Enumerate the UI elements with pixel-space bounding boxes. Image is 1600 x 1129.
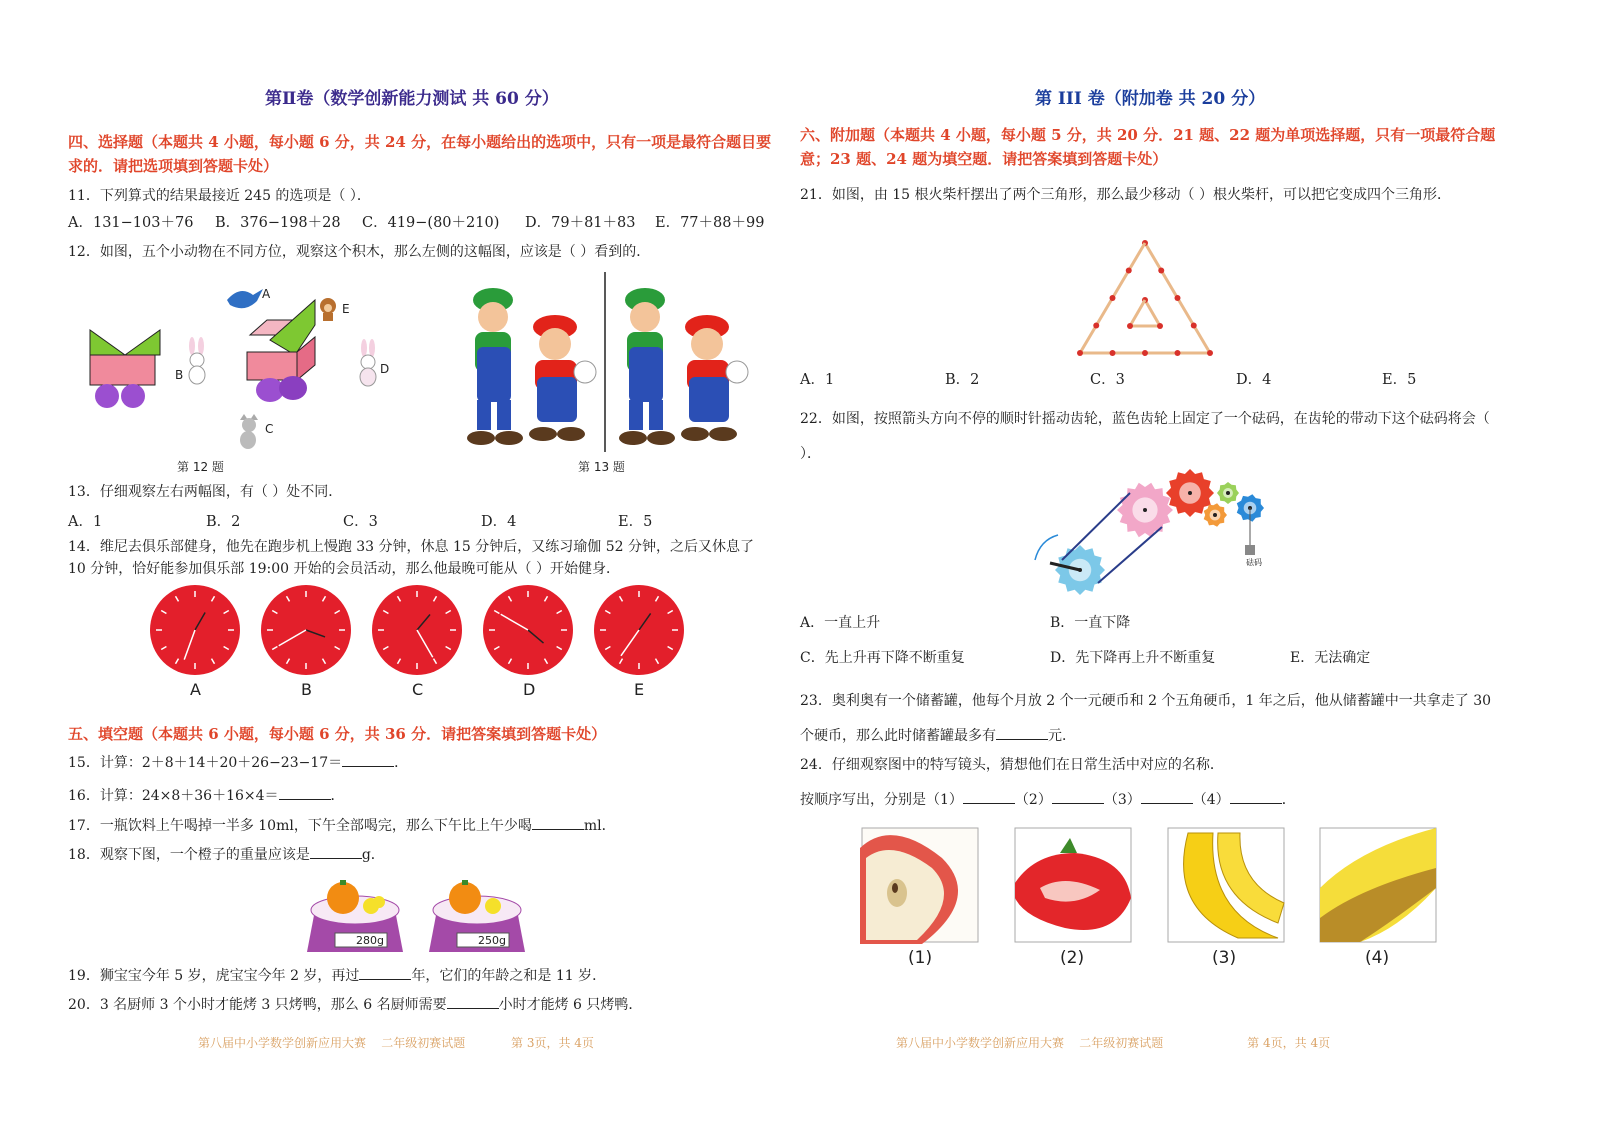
rabbit-icon [355, 340, 381, 386]
clock-face [594, 585, 684, 675]
page-4 [800, 0, 1600, 1129]
q22-gears-figure [1030, 465, 1270, 605]
matchstick [1096, 298, 1112, 326]
question-19: 19．狮宝宝今年 5 岁，虎宝宝今年 2 岁，再过 年，它们的年龄之和是 11 岁． [68, 965, 606, 987]
q21-option-e: E．5 [1382, 372, 1417, 388]
matchstick [1145, 243, 1161, 271]
paper-title: 第Ⅱ卷（数学创新能力测试 共 60 分） [265, 89, 559, 109]
rabbit-icon [183, 338, 211, 384]
question-14: 14．维尼去俱乐部健身，他先在跑步机上慢跑 33 分钟，休息 15 分钟后，又练习瑜伽 52 分钟，之后又休息了 10 分钟，恰好能参加俱乐部 19:00 开始的会员活动，那么他最晚可能从（ ）开始健身． [68, 539, 754, 577]
q22-option-e: E．无法确定 [1290, 650, 1371, 666]
q21-option-d: D．4 [1236, 372, 1272, 388]
q11-option-e: E．77＋88＋99 [655, 215, 765, 231]
page-footer: 第八届中小学数学创新应用大赛 二年级初赛试题 第 4页，共 4页 [896, 1036, 1331, 1050]
clock-face [261, 585, 351, 675]
question-23: 23．奥利奥有一个储蓄罐，他每个月放 2 个一元硬币和 2 个五角硬币，1 年之后，他从储蓄罐中一共拿走了 30 个硬币，那么此时储蓄罐最多有 元． [800, 693, 1492, 744]
scale-reading-2: 250g [478, 934, 506, 947]
question-15: 15．计算：2＋8＋14＋20＋26−23−17＝ ． [68, 752, 408, 774]
q13-option-c: C．3 [343, 514, 378, 530]
q22-option-a: A．一直上升 [800, 615, 881, 631]
weight-icon [1245, 545, 1255, 555]
q11-option-b: B．376−198＋28 [215, 215, 341, 231]
question-21: 21．如图，由 15 根火柴杆摆出了两个三角形，那么最少移动（ ）根火柴杆，可以把它变成四个三角形． [800, 187, 1451, 203]
q13-option-e: E．5 [618, 514, 653, 530]
question-17: 17．一瓶饮料上午喝掉一半多 10ml，下午全部喝完，那么下午比上午少喝 ml． [68, 815, 616, 837]
paper-title: 第 III 卷（附加卷 共 20 分） [1035, 89, 1266, 109]
rotation-arrow-icon [1035, 535, 1058, 560]
strawberry-image [1015, 828, 1133, 944]
section-4-heading: 四、选择题（本题共 4 小题，每小题 6 分，共 24 分，在每小题给出的选项中，只有一项是最符合题目要求的．请把选项填到答题卡处） [68, 133, 772, 175]
q22-option-c: C．先上升再下降不断重复 [800, 650, 965, 666]
bird-icon [225, 285, 265, 315]
fruit-label-2: (2) [1060, 948, 1085, 968]
animal-label-c: C [265, 422, 274, 436]
matchstick [1161, 271, 1177, 299]
clock-face [372, 585, 462, 675]
q13-option-b: B．2 [206, 514, 241, 530]
fruit-label-3: (3) [1212, 948, 1237, 968]
q21-option-a: A．1 [800, 372, 835, 388]
question-20: 20．3 名厨师 3 个小时才能烤 3 只烤鸭，那么 6 名厨师需要 小时才能烤 6 只烤鸭． [68, 994, 642, 1016]
q21-option-b: B．2 [945, 372, 980, 388]
cat-icon [236, 414, 262, 450]
section-5-heading: 五、填空题（本题共 6 小题，每小题 6 分，共 36 分．请把答案填到答题卡处） [68, 725, 607, 743]
q22-option-d: D．先下降再上升不断重复 [1050, 650, 1216, 666]
animal-label-e: E [342, 302, 350, 316]
clock-face [150, 585, 240, 675]
banana-image [1168, 828, 1286, 944]
matchstick [1178, 298, 1194, 326]
apple-image [862, 828, 980, 944]
section-6-heading: 六、附加题（本题共 4 小题，每小题 5 分，共 20 分．21 题、22 题为单项选择题，只有一项最符合题意；23 题、24 题为填空题．请把答案填到答题卡处） [800, 126, 1496, 168]
clock-label-a: A [190, 680, 201, 699]
q13-caption: 第 13 题 [578, 460, 625, 474]
weight-label: 砝码 [1246, 558, 1262, 567]
pineapple-image [1320, 828, 1438, 944]
monkey-icon [316, 296, 340, 322]
q14-clocks [150, 585, 690, 680]
fruit-label-1: (1) [908, 948, 933, 968]
clock-label-b: B [301, 680, 312, 699]
gear [1117, 483, 1173, 538]
animal-label-d: D [380, 362, 390, 376]
animal-label-b: B [175, 368, 184, 382]
q21-matchstick-figure [1080, 238, 1215, 363]
matchstick [1080, 326, 1096, 354]
q13-mario-figure [455, 272, 755, 457]
question-11: 11．下列算式的结果最接近 245 的选项是（ ）． [68, 188, 371, 204]
matchstick [1130, 300, 1145, 326]
question-22: 22．如图，按照箭头方向不停的顺时针摇动齿轮，蓝色齿轮上固定了一个砝码，在齿轮的带动下这个砝码将会（ ）． [800, 411, 1490, 462]
question-13: 13．仔细观察左右两幅图，有（ ）处不同． [68, 484, 343, 500]
matchstick [1129, 243, 1145, 271]
q13-option-d: D．4 [481, 514, 517, 530]
q11-option-c: C．419−(80＋210) [362, 215, 500, 231]
gear [1217, 482, 1239, 504]
matchstick [1194, 326, 1210, 354]
animal-label-a: A [262, 287, 271, 301]
scale-reading-1: 280g [356, 934, 384, 947]
q11-option-a: A．131−103＋76 [68, 215, 194, 231]
clock-label-c: C [412, 680, 424, 699]
matchstick [1145, 300, 1160, 326]
clock-face [483, 585, 573, 675]
clock-label-e: E [634, 680, 645, 699]
q12-caption: 第 12 题 [177, 460, 224, 474]
page-footer: 第八届中小学数学创新应用大赛 二年级初赛试题 第 3页，共 4页 [198, 1036, 594, 1050]
gear [1204, 503, 1227, 527]
q24-answer-line: 按顺序写出，分别是（1） （2） （3） （4） ． [800, 789, 1296, 811]
question-12: 12．如图，五个小动物在不同方位，观察这个积木，那么左侧的这幅图，应该是（ ）看到的． [68, 244, 651, 260]
matchstick [1113, 271, 1129, 299]
fruit-label-4: (4) [1365, 948, 1390, 968]
q21-option-c: C．3 [1090, 372, 1125, 388]
question-16: 16．计算：24×8＋36＋16×4＝ ． [68, 785, 345, 807]
clock-label-d: D [523, 680, 536, 699]
q22-option-b: B．一直下降 [1050, 615, 1131, 631]
question-18: 18．观察下图，一个橙子的重量应该是 g． [68, 844, 385, 866]
q13-option-a: A．1 [68, 514, 103, 530]
question-24: 24．仔细观察图中的特写镜头，猜想他们在日常生活中对应的名称． [800, 757, 1224, 773]
q11-option-d: D．79＋81＋83 [525, 215, 636, 231]
